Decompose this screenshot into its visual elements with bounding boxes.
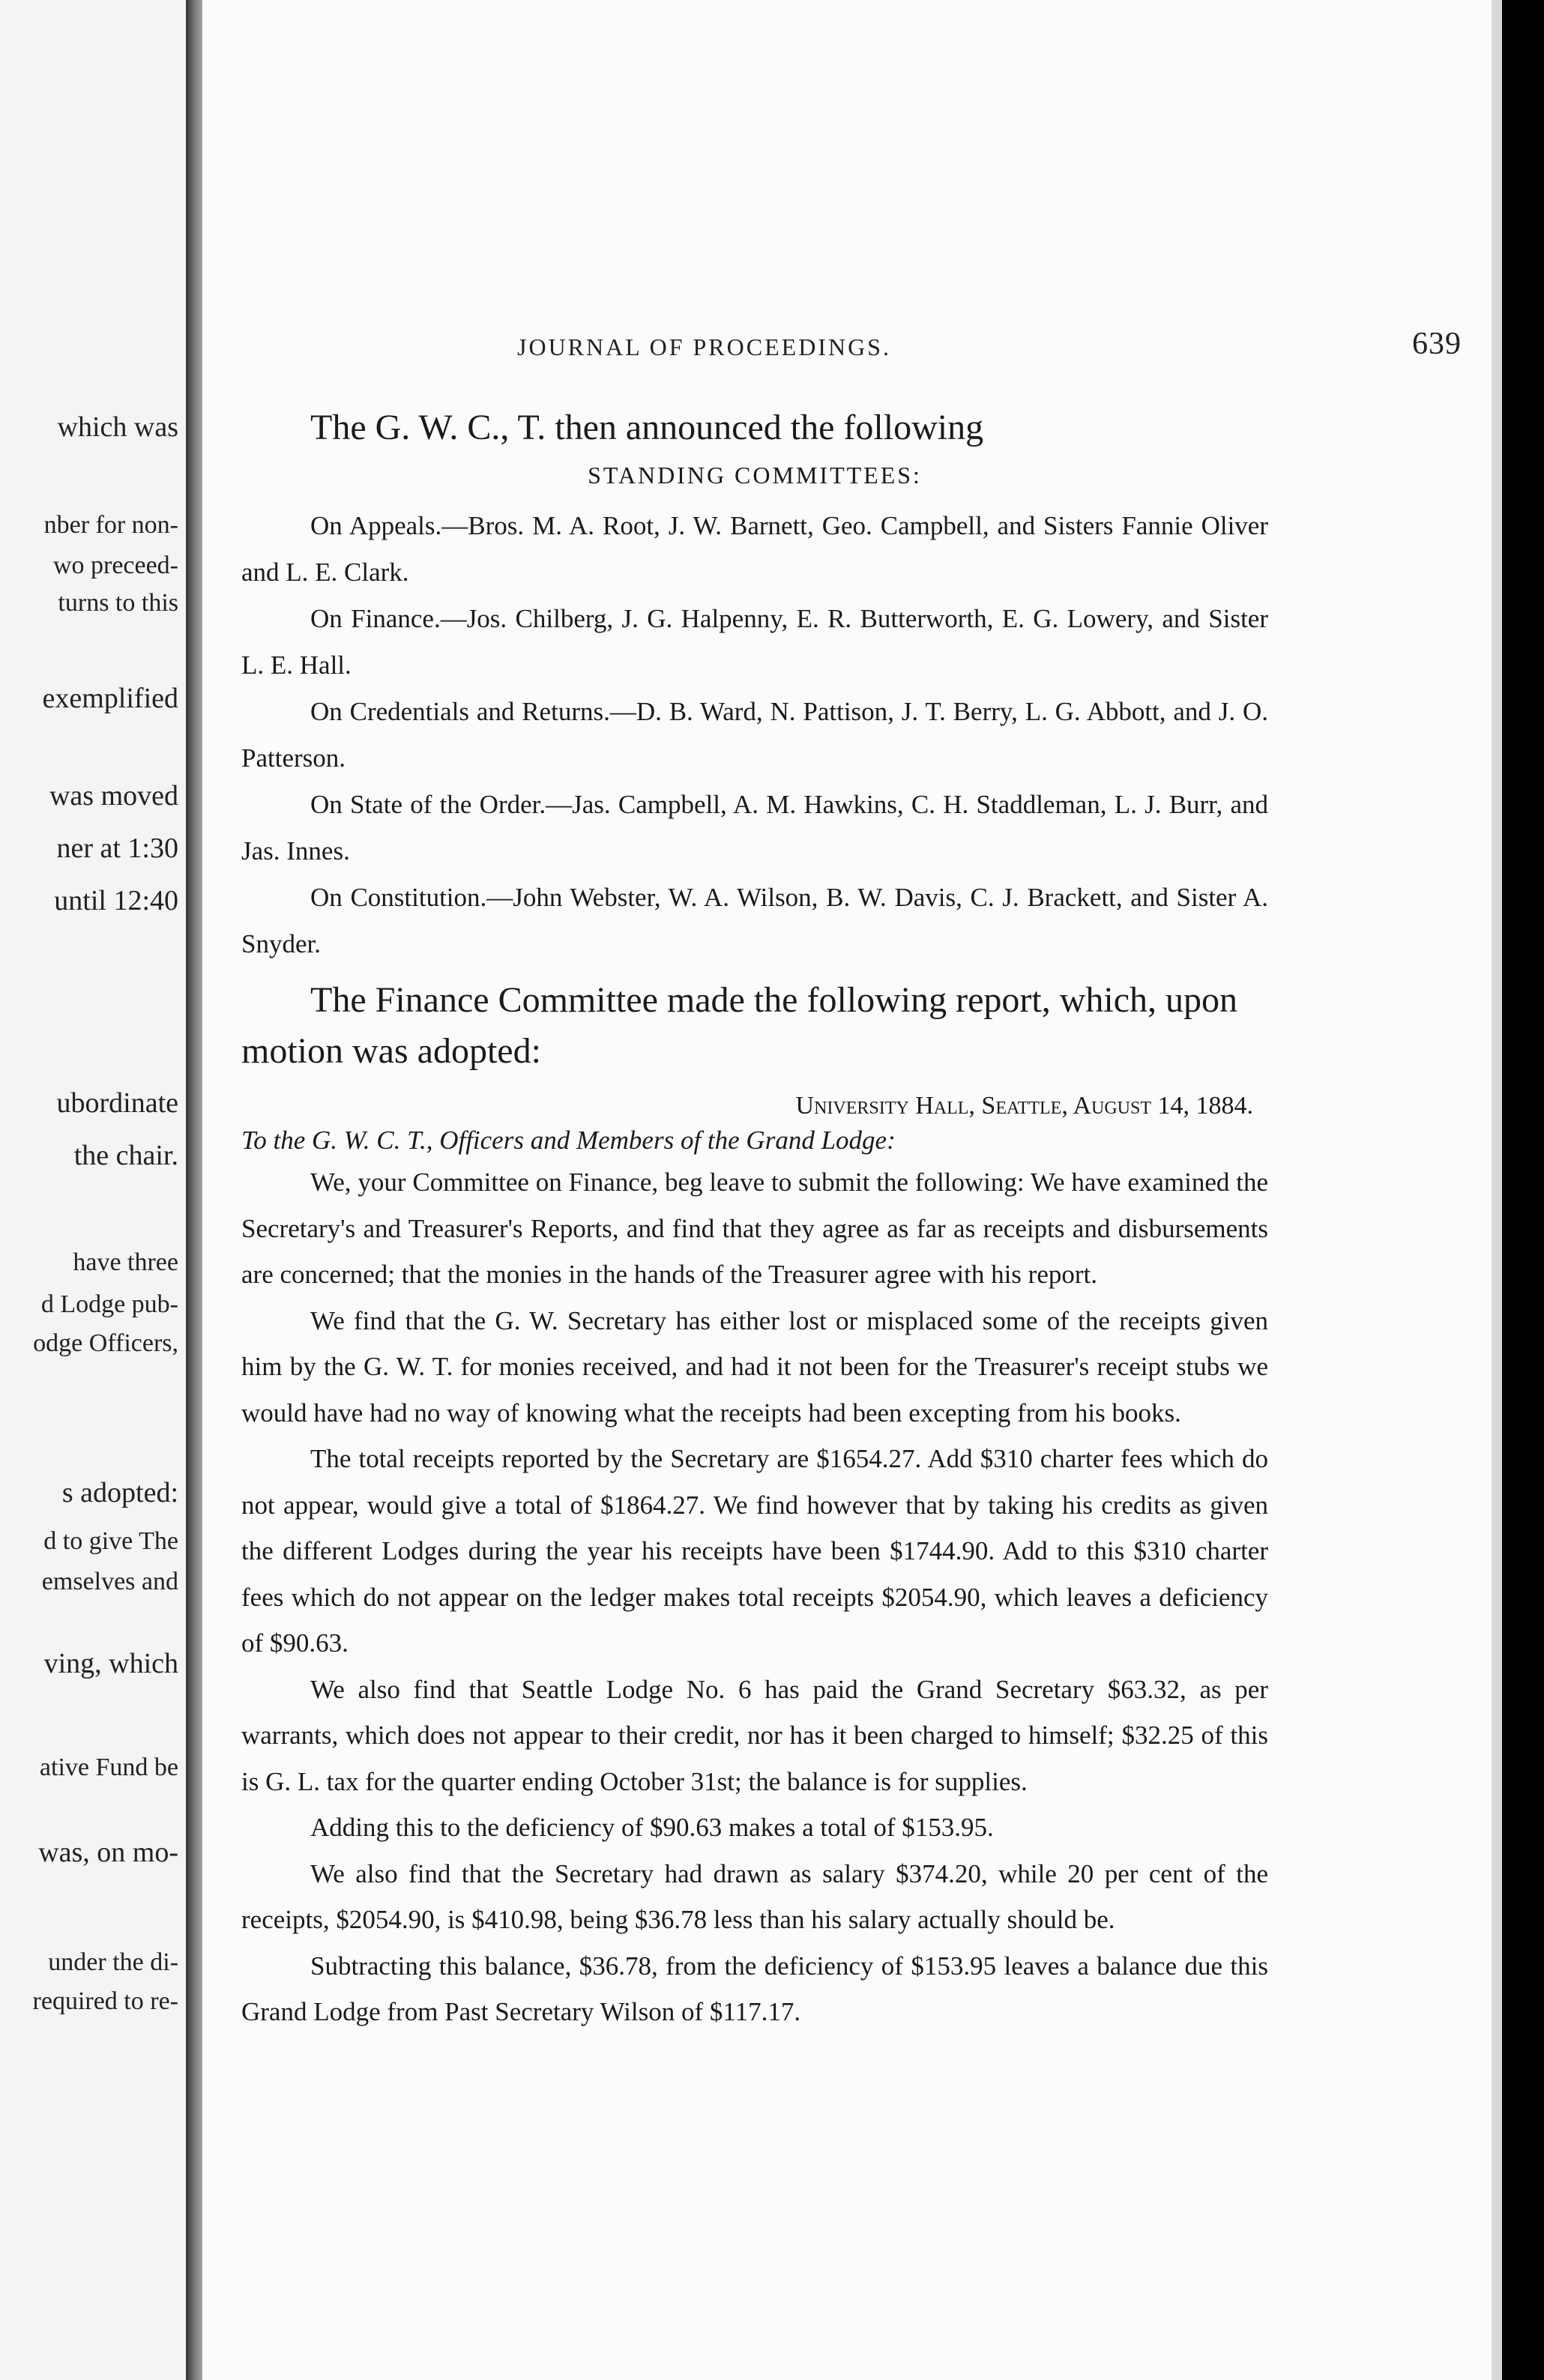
left-line: under the di- (48, 1948, 178, 1976)
left-line: ner at 1:30 (56, 833, 178, 864)
committee-finance: On Finance.—Jos. Chilberg, J. G. Halpenny, E. R. Butterworth, E. G. Lowery, and Sister L. E. Hall. (241, 604, 1268, 680)
committees-heading: STANDING COMMITTEES: (588, 462, 922, 489)
left-line: s adopted: (61, 1477, 178, 1508)
left-line: was, on mo- (38, 1837, 178, 1868)
left-line: wo preceed- (52, 552, 178, 579)
report-dateline: University Hall, Seattle, August 14, 1884. (795, 1092, 1253, 1120)
report-paragraph: Adding this to the deficiency of $90.63 makes a total of $153.95. (310, 1813, 994, 1842)
left-line: ving, which (43, 1648, 178, 1679)
left-page-fragment (0, 0, 187, 2380)
left-line: d Lodge pub- (40, 1290, 178, 1318)
committee-appeals: On Appeals.—Bros. M. A. Root, J. W. Barnett, Geo. Campbell, and Sisters Fannie Oliver and L. E. Clark. (241, 511, 1268, 587)
report-paragraph: Subtracting this balance, $36.78, from the deficiency of $153.95 leaves a balance due this Grand Lodge from Past Secretary Wilson of $117.17. (241, 1951, 1268, 2026)
committee-credentials: On Credentials and Returns.—D. B. Ward, N. Pattison, J. T. Berry, L. G. Abbott, and J. O. Patterson. (241, 697, 1268, 773)
left-line: emselves and (41, 1568, 178, 1595)
report-paragraph: The total receipts reported by the Secretary are $1654.27. Add $310 charter fees which do not appear, would give a total of $1864.27. We find however that by taking his credits as given the different Lodges during the year his receipts have been $1744.90. Add to this $310 charter fees which do not appear on the ledger makes total receipts $2054.90, which leaves a deficiency of $90.63. (241, 1444, 1268, 1658)
left-line: ative Fund be (39, 1754, 178, 1781)
left-line: exemplified (42, 683, 178, 714)
report-salutation: To the G. W. C. T., Officers and Members of the Grand Lodge: (241, 1126, 896, 1155)
report-paragraph: We also find that Seattle Lodge No. 6 has paid the Grand Secretary $63.32, as per warrants, which does not appear to their credit, nor has it been charged to himself; $32.25 of this is G. L. tax for the quarter ending October 31st; the balance is for supplies. (241, 1674, 1268, 1796)
left-line: ubordinate (56, 1087, 178, 1119)
committee-state-of-order: On State of the Order.—Jas. Campbell, A. M. Hawkins, C. H. Staddleman, L. J. Burr, and Jas. Innes. (241, 790, 1268, 866)
running-header (517, 327, 1462, 361)
left-line: required to re- (32, 1987, 178, 2015)
page-number: 639 (1412, 327, 1462, 361)
main-page (202, 0, 1502, 2380)
left-line: d to give The (43, 1527, 178, 1555)
left-line: was moved (49, 780, 178, 812)
announcement-intro: The G. W. C., T. then announced the following (310, 408, 984, 447)
left-line: have three (73, 1248, 178, 1276)
left-line: the chair. (73, 1140, 178, 1171)
left-line: which was (57, 411, 178, 443)
finance-intro: The Finance Committee made the following report, which, upon motion was adopted: (241, 980, 1238, 1071)
report-paragraph: We find that the G. W. Secretary has either lost or misplaced some of the receipts given him by the G. W. T. for monies received, and had it not been for the Treasurer's receipt stubs we would have had no way of knowing what the receipts had been excepting from his books. (241, 1305, 1268, 1428)
left-line: turns to this (58, 589, 178, 617)
report-paragraph: We, your Committee on Finance, beg leave to submit the following: We have examined the Secretary's and Treasurer's Reports, and find that they agree as far as receipts and disbursements are concerned; that the monies in the hands of the Treasurer agree with his report. (241, 1168, 1268, 1289)
running-title: JOURNAL OF PROCEEDINGS. (517, 333, 891, 360)
committee-constitution: On Constitution.—John Webster, W. A. Wilson, B. W. Davis, C. J. Brackett, and Sister A. Snyder. (241, 883, 1268, 958)
left-line: nber for non- (43, 511, 178, 539)
report-paragraph: We also find that the Secretary had drawn as salary $374.20, while 20 per cent of the receipts, $2054.90, is $410.98, being $36.78 less than his salary actually should be. (241, 1858, 1268, 1934)
left-line: until 12:40 (54, 885, 178, 916)
page-content (241, 405, 1268, 2035)
left-line: odge Officers, (33, 1329, 178, 1357)
